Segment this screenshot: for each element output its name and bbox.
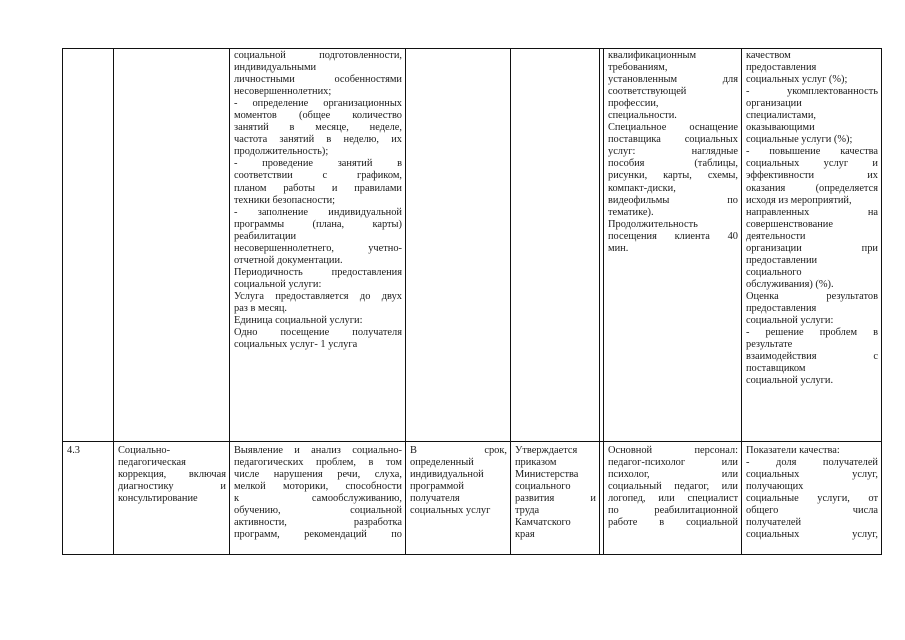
text-line: оказания (определяется	[746, 182, 878, 194]
service-tariff-cell	[511, 445, 599, 541]
text-line: результате	[746, 339, 793, 351]
text-line: В срок,	[410, 445, 507, 456]
text-line: труда	[515, 505, 540, 517]
text-line: социальной услуги:	[234, 278, 322, 290]
text-line: рисунки, карты, схемы,	[608, 170, 738, 182]
text-line: личностными особенностями	[234, 74, 402, 86]
service-term-cell	[406, 445, 510, 517]
text-line: организации	[746, 98, 802, 110]
text-line: приказом	[515, 457, 557, 469]
text-line: взаимодействия с	[746, 351, 878, 363]
text-line: консультирование	[118, 493, 198, 505]
text-line: специалистами,	[746, 110, 816, 122]
text-line: логопед, или специалист	[608, 493, 738, 505]
text-line: Услуга предоставляется до двух	[234, 290, 402, 302]
row-top-procedure-cell	[230, 50, 405, 351]
text-line: Специальное оснащение	[608, 122, 738, 134]
text-line: получателя	[410, 493, 460, 505]
text-line: качеством	[746, 50, 791, 61]
text-line: к самообслуживанию,	[234, 493, 402, 505]
text-line: предоставления	[746, 62, 817, 74]
text-line: социальной услуги.	[746, 375, 834, 387]
text-line: социального	[515, 481, 571, 493]
text-line: требованиям,	[608, 62, 668, 74]
text-line: пособия (таблицы,	[608, 158, 738, 170]
text-line: раз в месяц.	[234, 302, 288, 314]
text-line: моментов (общее количество	[234, 110, 402, 122]
text-line: предоставления	[746, 302, 817, 314]
text-line: социальной услуги:	[746, 315, 834, 327]
text-line: числе нарушения речи, слуха,	[234, 469, 402, 481]
text-line: индивидуальной	[410, 469, 484, 481]
column-border	[881, 48, 882, 555]
text-line: - доля получателей	[746, 457, 878, 469]
text-line: получающих	[746, 481, 804, 493]
text-line: программы (плана, карты)	[234, 218, 402, 230]
table-top-border	[62, 48, 882, 49]
text-line: социальных услуг и	[746, 158, 878, 170]
text-line: Периодичность предоставления	[234, 266, 402, 278]
text-line: социального	[746, 266, 802, 278]
text-line: активности, разработка	[234, 517, 402, 529]
text-line: посещения клиента 40	[608, 230, 738, 242]
table-bottom-border	[62, 554, 882, 555]
text-line: исходя из мероприятий,	[746, 194, 852, 206]
text-line: несовершеннолетних;	[234, 86, 332, 98]
text-line: профессии,	[608, 98, 659, 110]
text-line: программ, рекомендаций по	[234, 529, 402, 541]
text-line: установленным для	[608, 74, 738, 86]
text-line: Показатели качества:	[746, 445, 840, 456]
text-line: обслуживания) (%).	[746, 278, 834, 290]
service-description-cell	[230, 445, 405, 541]
service-quality-cell	[742, 445, 881, 541]
text-line: социальные услуги (%);	[746, 134, 853, 146]
service-staff-cell	[604, 445, 741, 529]
text-line: Оценка результатов	[746, 290, 878, 302]
row-divider	[62, 441, 882, 442]
text-line: Одно посещение получателя	[234, 327, 402, 339]
text-line: коррекция, включая	[118, 469, 226, 481]
column-border	[62, 48, 63, 555]
text-line: поставщиком	[746, 363, 806, 375]
text-line: обучению, социальной	[234, 505, 402, 517]
text-line: психолог, или	[608, 469, 738, 481]
text-line: Социально-	[118, 445, 171, 456]
text-line: работе в социальной	[608, 517, 738, 529]
text-line: деятельности	[746, 230, 806, 242]
row-number: 4.3	[67, 445, 80, 456]
text-line: техники безопасности;	[234, 194, 336, 206]
text-line: Камчатского	[515, 517, 571, 529]
row-number-cell	[63, 445, 113, 457]
text-line: получателей	[746, 517, 802, 529]
text-line: Утверждается	[515, 445, 578, 456]
text-line: частота занятий в неделю, их	[234, 134, 402, 146]
text-line: социальный педагог, или	[608, 481, 738, 493]
text-line: соответствующей	[608, 86, 687, 98]
column-border	[599, 48, 600, 555]
text-line: планом работы и правилами	[234, 182, 402, 194]
text-line: эффективности их	[746, 170, 878, 182]
text-line: Продолжительность	[608, 218, 698, 230]
text-line: совершенствование	[746, 218, 833, 230]
text-line: реабилитации	[234, 230, 297, 242]
text-line: педагог-психолог или	[608, 457, 738, 469]
text-line: несовершеннолетнего, учетно-	[234, 242, 402, 254]
text-line: социальных услуг (%);	[746, 74, 848, 86]
text-line: Единица социальной услуги:	[234, 315, 363, 327]
row-top-indicators-cell	[742, 50, 881, 387]
text-line: отчетной документации.	[234, 254, 343, 266]
text-line: - повышение качества	[746, 146, 878, 158]
text-line: мин.	[608, 242, 629, 254]
text-line: квалификационным	[608, 50, 697, 61]
text-line: диагностику и	[118, 481, 226, 493]
text-line: общего числа	[746, 505, 878, 517]
text-line: поставщика социальных	[608, 134, 738, 146]
text-line: определенный	[410, 457, 474, 469]
text-line: видеофильмы по	[608, 194, 738, 206]
text-line: - заполнение индивидуальной	[234, 206, 402, 218]
text-line: мелкой моторики, способности	[234, 481, 402, 493]
text-line: Основной персонал:	[608, 445, 738, 456]
text-line: занятий в месяце, неделе,	[234, 122, 402, 134]
text-line: тематике).	[608, 206, 654, 218]
text-line: предоставлении	[746, 254, 818, 266]
text-line: социальных услуг,	[746, 469, 878, 481]
text-line: социальной подготовленности,	[234, 50, 402, 61]
row-top-requirements-cell	[604, 50, 741, 255]
text-line: социальных услуг- 1 услуга	[234, 339, 358, 351]
text-line: - решение проблем в	[746, 327, 878, 339]
text-line: социальные услуги, от	[746, 493, 878, 505]
text-line: - укомплектованность	[746, 86, 878, 98]
text-line: соответствии с графиком,	[234, 170, 402, 182]
text-line: организации при	[746, 242, 878, 254]
text-line: Выявление и анализ социально-	[234, 445, 402, 456]
text-line: продолжительность);	[234, 146, 329, 158]
text-line: индивидуальными	[234, 62, 317, 74]
service-name-cell	[114, 445, 229, 505]
text-line: по реабилитационной	[608, 505, 738, 517]
text-line: услуг: наглядные	[608, 146, 738, 158]
text-line: развития и	[515, 493, 596, 505]
text-line: края	[515, 529, 535, 541]
text-line: - определение организационных	[234, 98, 402, 110]
text-line: Министерства	[515, 469, 579, 481]
text-line: программой	[410, 481, 464, 493]
text-line: - проведение занятий в	[234, 158, 402, 170]
text-line: педагогических проблем, в том	[234, 457, 402, 469]
text-line: педагогическая	[118, 457, 186, 469]
text-line: специальности.	[608, 110, 677, 122]
text-line: направленных на	[746, 206, 878, 218]
text-line: компакт-диски,	[608, 182, 676, 194]
text-line: социальных услуг,	[746, 529, 878, 541]
text-line: социальных услуг	[410, 505, 491, 517]
text-line: оказывающими	[746, 122, 815, 134]
